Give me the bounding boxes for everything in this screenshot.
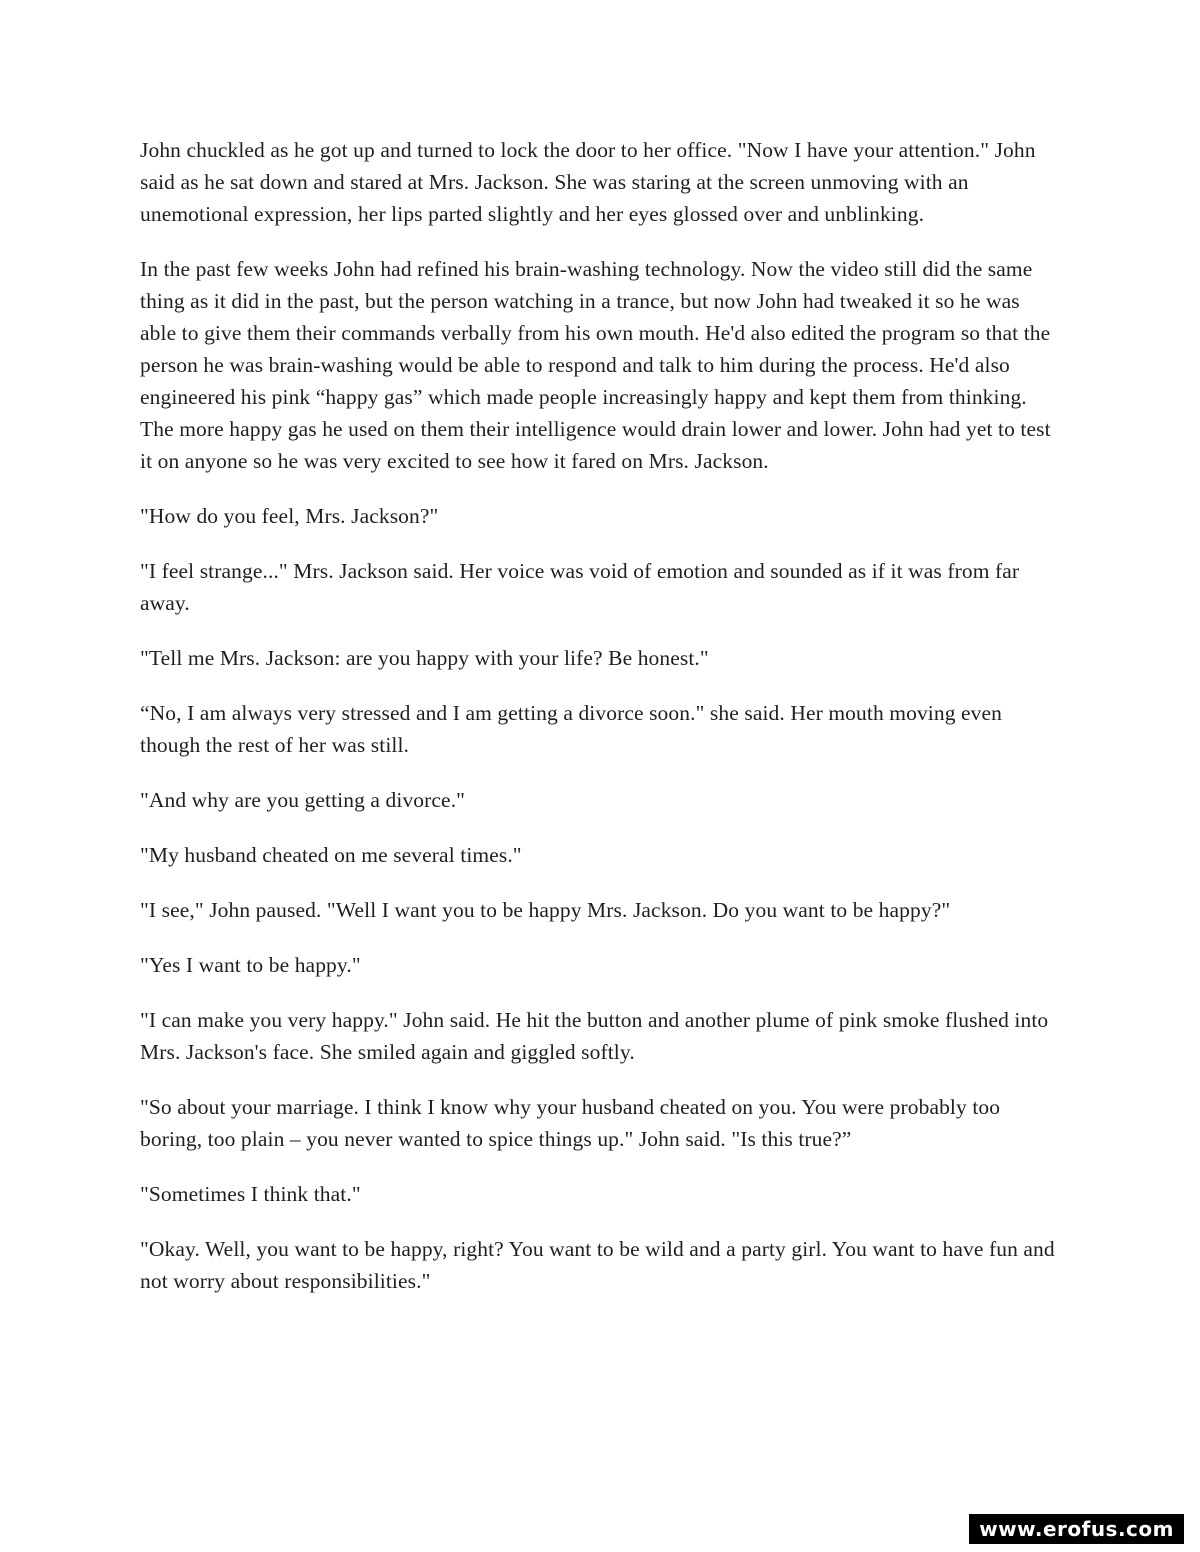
paragraph: "And why are you getting a divorce." bbox=[140, 788, 466, 812]
paragraph: "I feel strange..." Mrs. Jackson said. Her voice was void of emotion and sounded as if it was from far away. bbox=[140, 559, 1020, 615]
watermark-badge: www.erofus.com bbox=[969, 1514, 1184, 1544]
paragraph: In the past few weeks John had refined his brain-washing technology. Now the video still did the same thing as it did in the past, but the person watching in a trance, but now John had tweaked it so he was able to give them their commands verbally from his own mouth. He'd also edited the program so that the person he was brain-washing would be able to respond and talk to him during the process. He'd also engineered his pink “happy gas” which made people increasingly happy and kept them from thinking. The more happy gas he used on them their intelligence would drain lower and lower. John had yet to test it on anyone so he was very excited to see how it fared on Mrs. Jackson. bbox=[140, 257, 1051, 473]
paragraph: "How do you feel, Mrs. Jackson?" bbox=[140, 504, 439, 528]
paragraph: John chuckled as he got up and turned to lock the door to her office. "Now I have your attention." John said as he sat down and stared at Mrs. Jackson. She was staring at the screen unmoving with an unemotional expression, her lips parted slightly and her eyes glossed over and unblinking. bbox=[140, 138, 1036, 226]
paragraph: "I see," John paused. "Well I want you to be happy Mrs. Jackson. Do you want to be happy?" bbox=[140, 898, 951, 922]
paragraph: "Okay. Well, you want to be happy, right? You want to be wild and a party girl. You want to have fun and not worry about responsibilities." bbox=[140, 1237, 1055, 1293]
paragraph: "Tell me Mrs. Jackson: are you happy with your life? Be honest." bbox=[140, 646, 709, 670]
paragraph: "So about your marriage. I think I know why your husband cheated on you. You were probably too boring, too plain – you never wanted to spice things up." John said. "Is this true?” bbox=[140, 1095, 1001, 1151]
paragraph: "Yes I want to be happy." bbox=[140, 953, 361, 977]
paragraph: "I can make you very happy." John said. He hit the button and another plume of pink smoke flushed into Mrs. Jackson's face. She smiled again and giggled softly. bbox=[140, 1008, 1049, 1064]
paragraph: "Sometimes I think that." bbox=[140, 1182, 361, 1206]
paragraph: "My husband cheated on me several times." bbox=[140, 843, 522, 867]
paragraph: “No, I am always very stressed and I am getting a divorce soon." she said. Her mouth moving even though the rest of her was still. bbox=[140, 701, 1003, 757]
document-page bbox=[140, 134, 1060, 1320]
